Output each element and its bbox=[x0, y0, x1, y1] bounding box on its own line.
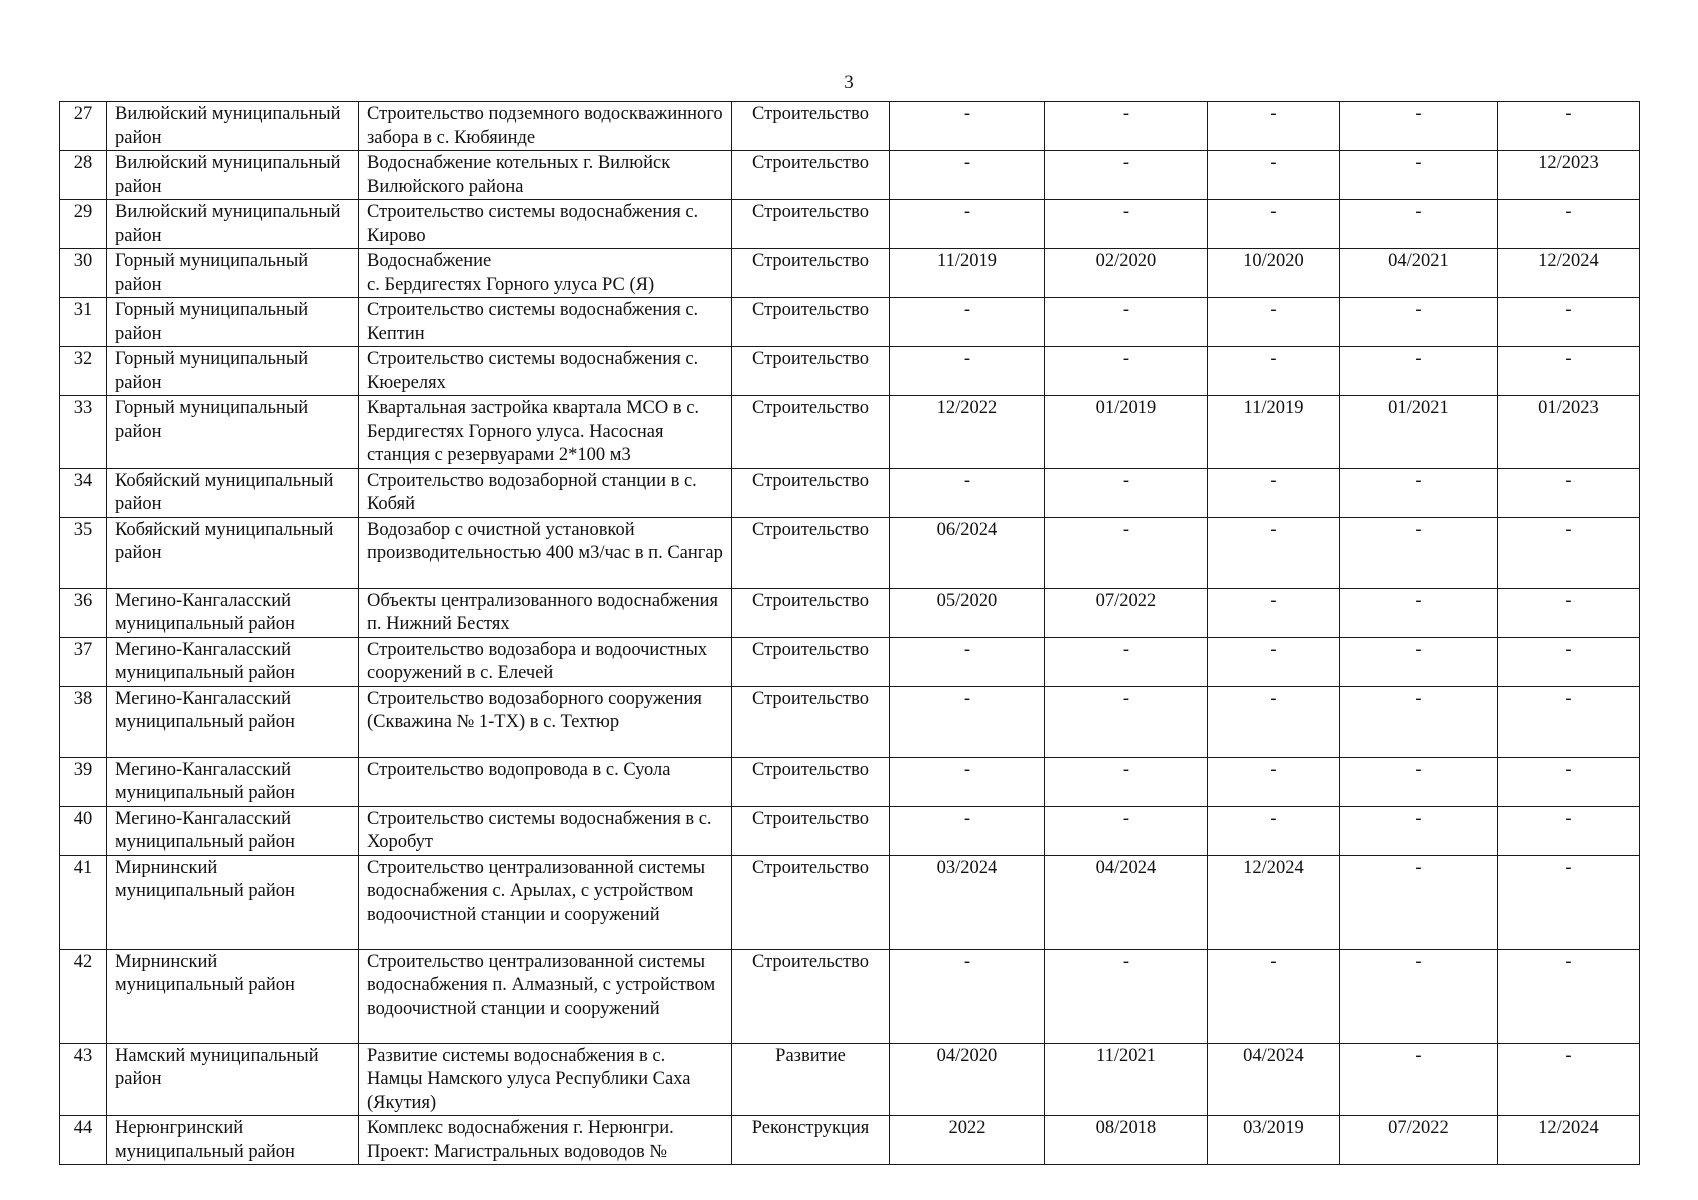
date-cell-5: - bbox=[1498, 200, 1640, 249]
date-cell-3: 03/2019 bbox=[1208, 1116, 1340, 1165]
table-row bbox=[60, 686, 1640, 757]
date-cell-3: 10/2020 bbox=[1208, 249, 1340, 298]
date-cell-3: - bbox=[1208, 200, 1340, 249]
date-cell-4: - bbox=[1340, 588, 1498, 637]
work-type-cell: Строительство bbox=[732, 102, 890, 151]
date-cell-2: - bbox=[1045, 347, 1208, 396]
date-cell-3: - bbox=[1208, 347, 1340, 396]
date-cell-2: - bbox=[1045, 949, 1208, 1043]
table-body bbox=[60, 102, 1640, 1165]
object-name-cell: Строительство водозаборной станции в с. Кобяй bbox=[359, 468, 732, 517]
date-cell-2: 02/2020 bbox=[1045, 249, 1208, 298]
row-number-cell: 42 bbox=[60, 949, 107, 1043]
date-cell-3: - bbox=[1208, 102, 1340, 151]
work-type-cell: Строительство bbox=[732, 686, 890, 757]
district-cell: Горный муниципальный район bbox=[107, 298, 359, 347]
date-cell-4: - bbox=[1340, 949, 1498, 1043]
object-name-cell: Строительство системы водоснабжения с. Кюерелях bbox=[359, 347, 732, 396]
date-cell-4: 04/2021 bbox=[1340, 249, 1498, 298]
row-number-cell: 27 bbox=[60, 102, 107, 151]
table-row bbox=[60, 855, 1640, 949]
date-cell-3: - bbox=[1208, 298, 1340, 347]
row-number-cell: 30 bbox=[60, 249, 107, 298]
date-cell-3: - bbox=[1208, 686, 1340, 757]
table-row bbox=[60, 298, 1640, 347]
table-row bbox=[60, 200, 1640, 249]
district-cell: Горный муниципальный район bbox=[107, 249, 359, 298]
date-cell-3: 04/2024 bbox=[1208, 1043, 1340, 1116]
date-cell-3: - bbox=[1208, 588, 1340, 637]
date-cell-1: - bbox=[890, 637, 1045, 686]
date-cell-1: - bbox=[890, 686, 1045, 757]
object-name-cell: Строительство водопровода в с. Суола bbox=[359, 757, 732, 806]
date-cell-1: 06/2024 bbox=[890, 517, 1045, 588]
row-number-cell: 35 bbox=[60, 517, 107, 588]
date-cell-1: - bbox=[890, 806, 1045, 855]
date-cell-2: - bbox=[1045, 637, 1208, 686]
date-cell-3: - bbox=[1208, 151, 1340, 200]
object-name-cell: Строительство водозаборного сооружения (Скважина № 1-ТХ) в с. Техтюр bbox=[359, 686, 732, 757]
district-cell: Мегино-Кангаласский муниципальный район bbox=[107, 637, 359, 686]
work-type-cell: Развитие bbox=[732, 1043, 890, 1116]
district-cell: Вилюйский муниципальный район bbox=[107, 200, 359, 249]
date-cell-4: - bbox=[1340, 200, 1498, 249]
object-name-cell: Строительство системы водоснабжения с. Кептин bbox=[359, 298, 732, 347]
date-cell-5: - bbox=[1498, 1043, 1640, 1116]
work-type-cell: Строительство bbox=[732, 468, 890, 517]
date-cell-1: 2022 bbox=[890, 1116, 1045, 1165]
object-name-cell: Строительство централизованной системы водоснабжения п. Алмазный, с устройством водоочистной станции и сооружений bbox=[359, 949, 732, 1043]
row-number-cell: 34 bbox=[60, 468, 107, 517]
date-cell-2: - bbox=[1045, 757, 1208, 806]
date-cell-2: - bbox=[1045, 806, 1208, 855]
work-type-cell: Строительство bbox=[732, 517, 890, 588]
date-cell-5: 12/2023 bbox=[1498, 151, 1640, 200]
work-type-cell: Строительство bbox=[732, 637, 890, 686]
date-cell-1: - bbox=[890, 347, 1045, 396]
date-cell-4: - bbox=[1340, 298, 1498, 347]
work-type-cell: Строительство bbox=[732, 249, 890, 298]
date-cell-4: - bbox=[1340, 757, 1498, 806]
row-number-cell: 39 bbox=[60, 757, 107, 806]
district-cell: Мегино-Кангаласский муниципальный район bbox=[107, 686, 359, 757]
district-cell: Вилюйский муниципальный район bbox=[107, 151, 359, 200]
date-cell-2: 01/2019 bbox=[1045, 396, 1208, 469]
object-name-cell: Строительство подземного водоскважинного забора в с. Кюбяинде bbox=[359, 102, 732, 151]
date-cell-4: - bbox=[1340, 806, 1498, 855]
date-cell-4: - bbox=[1340, 686, 1498, 757]
date-cell-4: - bbox=[1340, 517, 1498, 588]
table-row bbox=[60, 249, 1640, 298]
table-row bbox=[60, 102, 1640, 151]
date-cell-5: 12/2024 bbox=[1498, 249, 1640, 298]
date-cell-1: - bbox=[890, 151, 1045, 200]
object-name-cell: Объекты централизованного водоснабжения п. Нижний Бестях bbox=[359, 588, 732, 637]
work-type-cell: Строительство bbox=[732, 347, 890, 396]
object-name-cell: Квартальная застройка квартала МСО в с. Бердигестях Горного улуса. Насосная станция с резервуарами 2*100 м3 bbox=[359, 396, 732, 469]
date-cell-2: - bbox=[1045, 468, 1208, 517]
district-cell: Мегино-Кангаласский муниципальный район bbox=[107, 757, 359, 806]
work-type-cell: Строительство bbox=[732, 757, 890, 806]
date-cell-1: - bbox=[890, 468, 1045, 517]
district-cell: Мирнинский муниципальный район bbox=[107, 855, 359, 949]
table-row bbox=[60, 1043, 1640, 1116]
date-cell-1: 11/2019 bbox=[890, 249, 1045, 298]
date-cell-1: - bbox=[890, 102, 1045, 151]
date-cell-2: - bbox=[1045, 200, 1208, 249]
date-cell-5: - bbox=[1498, 637, 1640, 686]
date-cell-5: - bbox=[1498, 517, 1640, 588]
table-row bbox=[60, 517, 1640, 588]
work-type-cell: Строительство bbox=[732, 949, 890, 1043]
district-cell: Мегино-Кангаласский муниципальный район bbox=[107, 806, 359, 855]
row-number-cell: 29 bbox=[60, 200, 107, 249]
table-row bbox=[60, 806, 1640, 855]
date-cell-4: 01/2021 bbox=[1340, 396, 1498, 469]
row-number-cell: 28 bbox=[60, 151, 107, 200]
date-cell-5: - bbox=[1498, 855, 1640, 949]
work-type-cell: Строительство bbox=[732, 151, 890, 200]
date-cell-5: - bbox=[1498, 588, 1640, 637]
date-cell-2: - bbox=[1045, 151, 1208, 200]
district-cell: Кобяйский муниципальный район bbox=[107, 468, 359, 517]
date-cell-2: 07/2022 bbox=[1045, 588, 1208, 637]
date-cell-2: 08/2018 bbox=[1045, 1116, 1208, 1165]
object-name-cell: Строительство системы водоснабжения с. Кирово bbox=[359, 200, 732, 249]
date-cell-3: 11/2019 bbox=[1208, 396, 1340, 469]
table-row bbox=[60, 637, 1640, 686]
row-number-cell: 36 bbox=[60, 588, 107, 637]
district-cell: Мегино-Кангаласский муниципальный район bbox=[107, 588, 359, 637]
date-cell-1: - bbox=[890, 757, 1045, 806]
date-cell-2: 04/2024 bbox=[1045, 855, 1208, 949]
date-cell-5: - bbox=[1498, 806, 1640, 855]
date-cell-1: - bbox=[890, 949, 1045, 1043]
work-type-cell: Строительство bbox=[732, 200, 890, 249]
object-name-cell: Строительство централизованной системы водоснабжения с. Арылах, с устройством водоочистной станции и сооружений bbox=[359, 855, 732, 949]
district-cell: Вилюйский муниципальный район bbox=[107, 102, 359, 151]
table-row bbox=[60, 1116, 1640, 1165]
date-cell-4: - bbox=[1340, 1043, 1498, 1116]
date-cell-4: - bbox=[1340, 637, 1498, 686]
date-cell-5: - bbox=[1498, 757, 1640, 806]
row-number-cell: 32 bbox=[60, 347, 107, 396]
table-row bbox=[60, 468, 1640, 517]
row-number-cell: 38 bbox=[60, 686, 107, 757]
date-cell-3: - bbox=[1208, 637, 1340, 686]
date-cell-5: - bbox=[1498, 468, 1640, 517]
date-cell-5: 01/2023 bbox=[1498, 396, 1640, 469]
date-cell-1: 03/2024 bbox=[890, 855, 1045, 949]
table-row bbox=[60, 949, 1640, 1043]
date-cell-4: - bbox=[1340, 468, 1498, 517]
object-name-cell: Развитие системы водоснабжения в с. Намцы Намского улуса Республики Саха (Якутия) bbox=[359, 1043, 732, 1116]
row-number-cell: 37 bbox=[60, 637, 107, 686]
date-cell-2: - bbox=[1045, 686, 1208, 757]
date-cell-2: - bbox=[1045, 102, 1208, 151]
object-name-cell: Водоснабжение с. Бердигестях Горного улуса РС (Я) bbox=[359, 249, 732, 298]
object-name-cell: Строительство системы водоснабжения в с. Хоробут bbox=[359, 806, 732, 855]
table-row bbox=[60, 588, 1640, 637]
table-row bbox=[60, 347, 1640, 396]
table-row bbox=[60, 757, 1640, 806]
date-cell-5: - bbox=[1498, 298, 1640, 347]
work-type-cell: Строительство bbox=[732, 855, 890, 949]
work-type-cell: Строительство bbox=[732, 588, 890, 637]
date-cell-1: - bbox=[890, 298, 1045, 347]
date-cell-3: - bbox=[1208, 757, 1340, 806]
date-cell-5: - bbox=[1498, 949, 1640, 1043]
date-cell-2: - bbox=[1045, 517, 1208, 588]
date-cell-1: 04/2020 bbox=[890, 1043, 1045, 1116]
date-cell-3: - bbox=[1208, 949, 1340, 1043]
work-type-cell: Строительство bbox=[732, 806, 890, 855]
date-cell-3: - bbox=[1208, 468, 1340, 517]
work-type-cell: Строительство bbox=[732, 298, 890, 347]
date-cell-1: - bbox=[890, 200, 1045, 249]
date-cell-4: - bbox=[1340, 855, 1498, 949]
district-cell: Мирнинский муниципальный район bbox=[107, 949, 359, 1043]
district-cell: Кобяйский муниципальный район bbox=[107, 517, 359, 588]
date-cell-3: - bbox=[1208, 806, 1340, 855]
work-type-cell: Строительство bbox=[732, 396, 890, 469]
table-row bbox=[60, 151, 1640, 200]
date-cell-4: - bbox=[1340, 347, 1498, 396]
date-cell-4: - bbox=[1340, 151, 1498, 200]
date-cell-5: - bbox=[1498, 686, 1640, 757]
table-row bbox=[60, 396, 1640, 469]
date-cell-3: 12/2024 bbox=[1208, 855, 1340, 949]
date-cell-1: 12/2022 bbox=[890, 396, 1045, 469]
date-cell-2: 11/2021 bbox=[1045, 1043, 1208, 1116]
row-number-cell: 41 bbox=[60, 855, 107, 949]
row-number-cell: 43 bbox=[60, 1043, 107, 1116]
work-type-cell: Реконструкция bbox=[732, 1116, 890, 1165]
row-number-cell: 31 bbox=[60, 298, 107, 347]
object-name-cell: Строительство водозабора и водоочистных сооружений в с. Елечей bbox=[359, 637, 732, 686]
object-name-cell: Водозабор с очистной установкой производительностью 400 м3/час в п. Сангар bbox=[359, 517, 732, 588]
date-cell-5: 12/2024 bbox=[1498, 1116, 1640, 1165]
district-cell: Горный муниципальный район bbox=[107, 396, 359, 469]
row-number-cell: 44 bbox=[60, 1116, 107, 1165]
date-cell-3: - bbox=[1208, 517, 1340, 588]
page-number: 3 bbox=[844, 72, 854, 93]
district-cell: Намский муниципальный район bbox=[107, 1043, 359, 1116]
district-cell: Горный муниципальный район bbox=[107, 347, 359, 396]
date-cell-5: - bbox=[1498, 102, 1640, 151]
object-name-cell: Комплекс водоснабжения г. Нерюнгри. Проект: Магистральных водоводов № bbox=[359, 1116, 732, 1165]
objects-table bbox=[59, 101, 1640, 1165]
district-cell: Нерюнгринский муниципальный район bbox=[107, 1116, 359, 1165]
row-number-cell: 40 bbox=[60, 806, 107, 855]
date-cell-5: - bbox=[1498, 347, 1640, 396]
object-name-cell: Водоснабжение котельных г. Вилюйск Вилюйского района bbox=[359, 151, 732, 200]
date-cell-1: 05/2020 bbox=[890, 588, 1045, 637]
row-number-cell: 33 bbox=[60, 396, 107, 469]
date-cell-4: - bbox=[1340, 102, 1498, 151]
date-cell-2: - bbox=[1045, 298, 1208, 347]
date-cell-4: 07/2022 bbox=[1340, 1116, 1498, 1165]
